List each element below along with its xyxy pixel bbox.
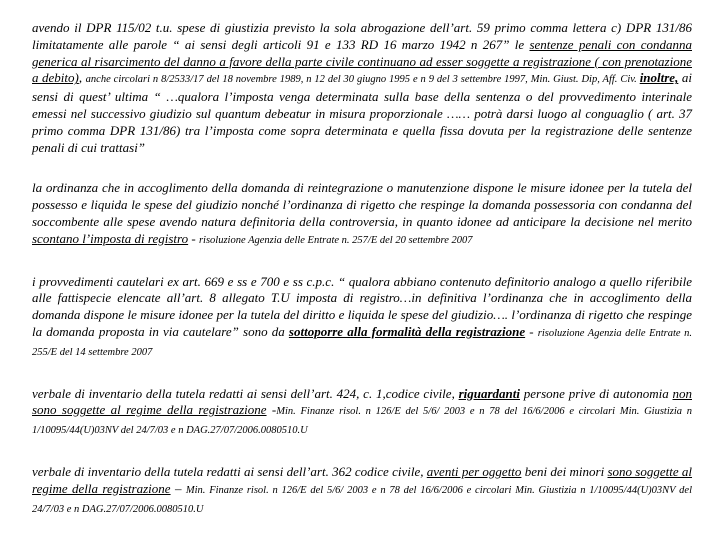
spacer	[32, 250, 692, 274]
text: la ordinanza che in accoglimento della domanda di reintegrazione o manutenzione dispone le misure idonee per la tutela del possesso e liquida le spese del giudizio nonché l’ordinanza di rigetto che respinge la domanda possessoria con condanna del soccombente alle spese avendo natura definitoria della controversia, in quanto idonee ad anticipare la decisione nel merito	[32, 180, 692, 229]
underlined-text: inoltre,	[639, 70, 679, 86]
text: ai sensi di quest’ ultima “ …qualora l’imposta venga determinata sulla base della sentenza o del provvedimento interinale emessi nel successivo giudizio sul quantum debeatur in misura proporzionale …… potrà darsi luogo al conguaglio ( art. 37 primo comma DPR 131/86) tra l’imposta come sopra determinata e quella fissa dovuta per la registrazione delle sentenze penali di cui trattasi”	[32, 70, 692, 155]
underlined-text: sono soggette al regime della registrazione	[32, 463, 693, 496]
spacer	[32, 156, 692, 180]
paragraph-ordinanza	[32, 180, 692, 249]
text: verbale di inventario della tutela redatti ai sensi dell’art. 424, c. 1,codice civile,	[32, 385, 459, 401]
reference-citation: risoluzione Agenzia delle Entrate n. 255/E del 14 settembre 2007	[32, 327, 692, 358]
text: i provvedimenti cautelari ex art. 669 e ss e 700 e ss c.p.c. “ qualora abbiano contenuto definitorio analogo a quello riferibile alle fattispecie elencate all’art. 8 allegato T.U imposta di registro…in definitiva l’ordinanza che in accoglimento della domanda dispone le misure idonee per la tutela del diritto e liquida le spese del giudizio…. l’ordinanza di rigetto che respinge la domanda proposta in via cautelare” sono da	[32, 273, 692, 339]
spacer	[32, 440, 692, 464]
underlined-text: sentenze penali con condanna generica al risarcimento del danno a favore della parte civile continuano ad esser soggette a registrazione ( con prenotazione a debito)	[32, 36, 692, 86]
paragraph-sentenze-penali	[32, 20, 692, 156]
reference-citation: Min. Finanze risol. n 126/E del 5/6/ 2003 e n 78 del 16/6/2006 e circolari Min. Giustizia n 1/10095/44(U)03NV del 24/7/03 e n DAG.27/07/2006.0080510.U	[32, 406, 692, 437]
underlined-text: riguardanti	[458, 385, 521, 401]
underlined-text: sottoporre alla formalità della registrazione	[288, 323, 526, 339]
paragraph-verbale-424	[32, 386, 692, 440]
text: –	[170, 480, 186, 496]
text: persone prive di autonomia	[520, 385, 673, 401]
spacer	[32, 362, 692, 386]
text: ,	[78, 70, 86, 86]
text: -	[266, 402, 277, 418]
text: avendo il DPR 115/02 t.u. spese di giustizia previsto la sola abrogazione dell’art. 59 primo comma lettera c) DPR 131/86 limitatamente alle parole “ ai sensi degli articoli 91 e 133 RD 16 marzo 1942 n 267” le	[32, 20, 692, 52]
underlined-text: scontano l’imposta di registro	[32, 230, 189, 246]
underlined-text: aventi per oggetto	[426, 463, 522, 479]
text: -	[188, 230, 199, 246]
document-page	[32, 20, 692, 518]
text: -	[525, 323, 538, 339]
reference-citation: risoluzione Agenzia delle Entrate n. 257/E del 20 settembre 2007	[198, 234, 473, 246]
paragraph-verbale-362	[32, 464, 692, 518]
text: beni dei minori	[521, 463, 608, 479]
reference-citation: anche circolari n 8/2533/17 del 18 novembre 1989, n 12 del 30 giugno 1995 e n 9 del 3 settembre 1997, Min. Giust. Dip, Aff. Civ.	[85, 74, 640, 86]
underlined-text: non sono soggette al regime della registrazione	[32, 385, 692, 418]
reference-citation: Min. Finanze risol. n 126/E del 5/6/ 2003 e n 78 del 16/6/2006 e circolari Min. Giustizia n 1/10095/44(U)03NV del 24/7/03 e n DAG.27/07/2006.0080510.U	[32, 484, 693, 515]
text: verbale di inventario della tutela redatti ai sensi dell’art. 362 codice civile,	[32, 463, 427, 479]
paragraph-provvedimenti-cautelari	[32, 274, 692, 362]
